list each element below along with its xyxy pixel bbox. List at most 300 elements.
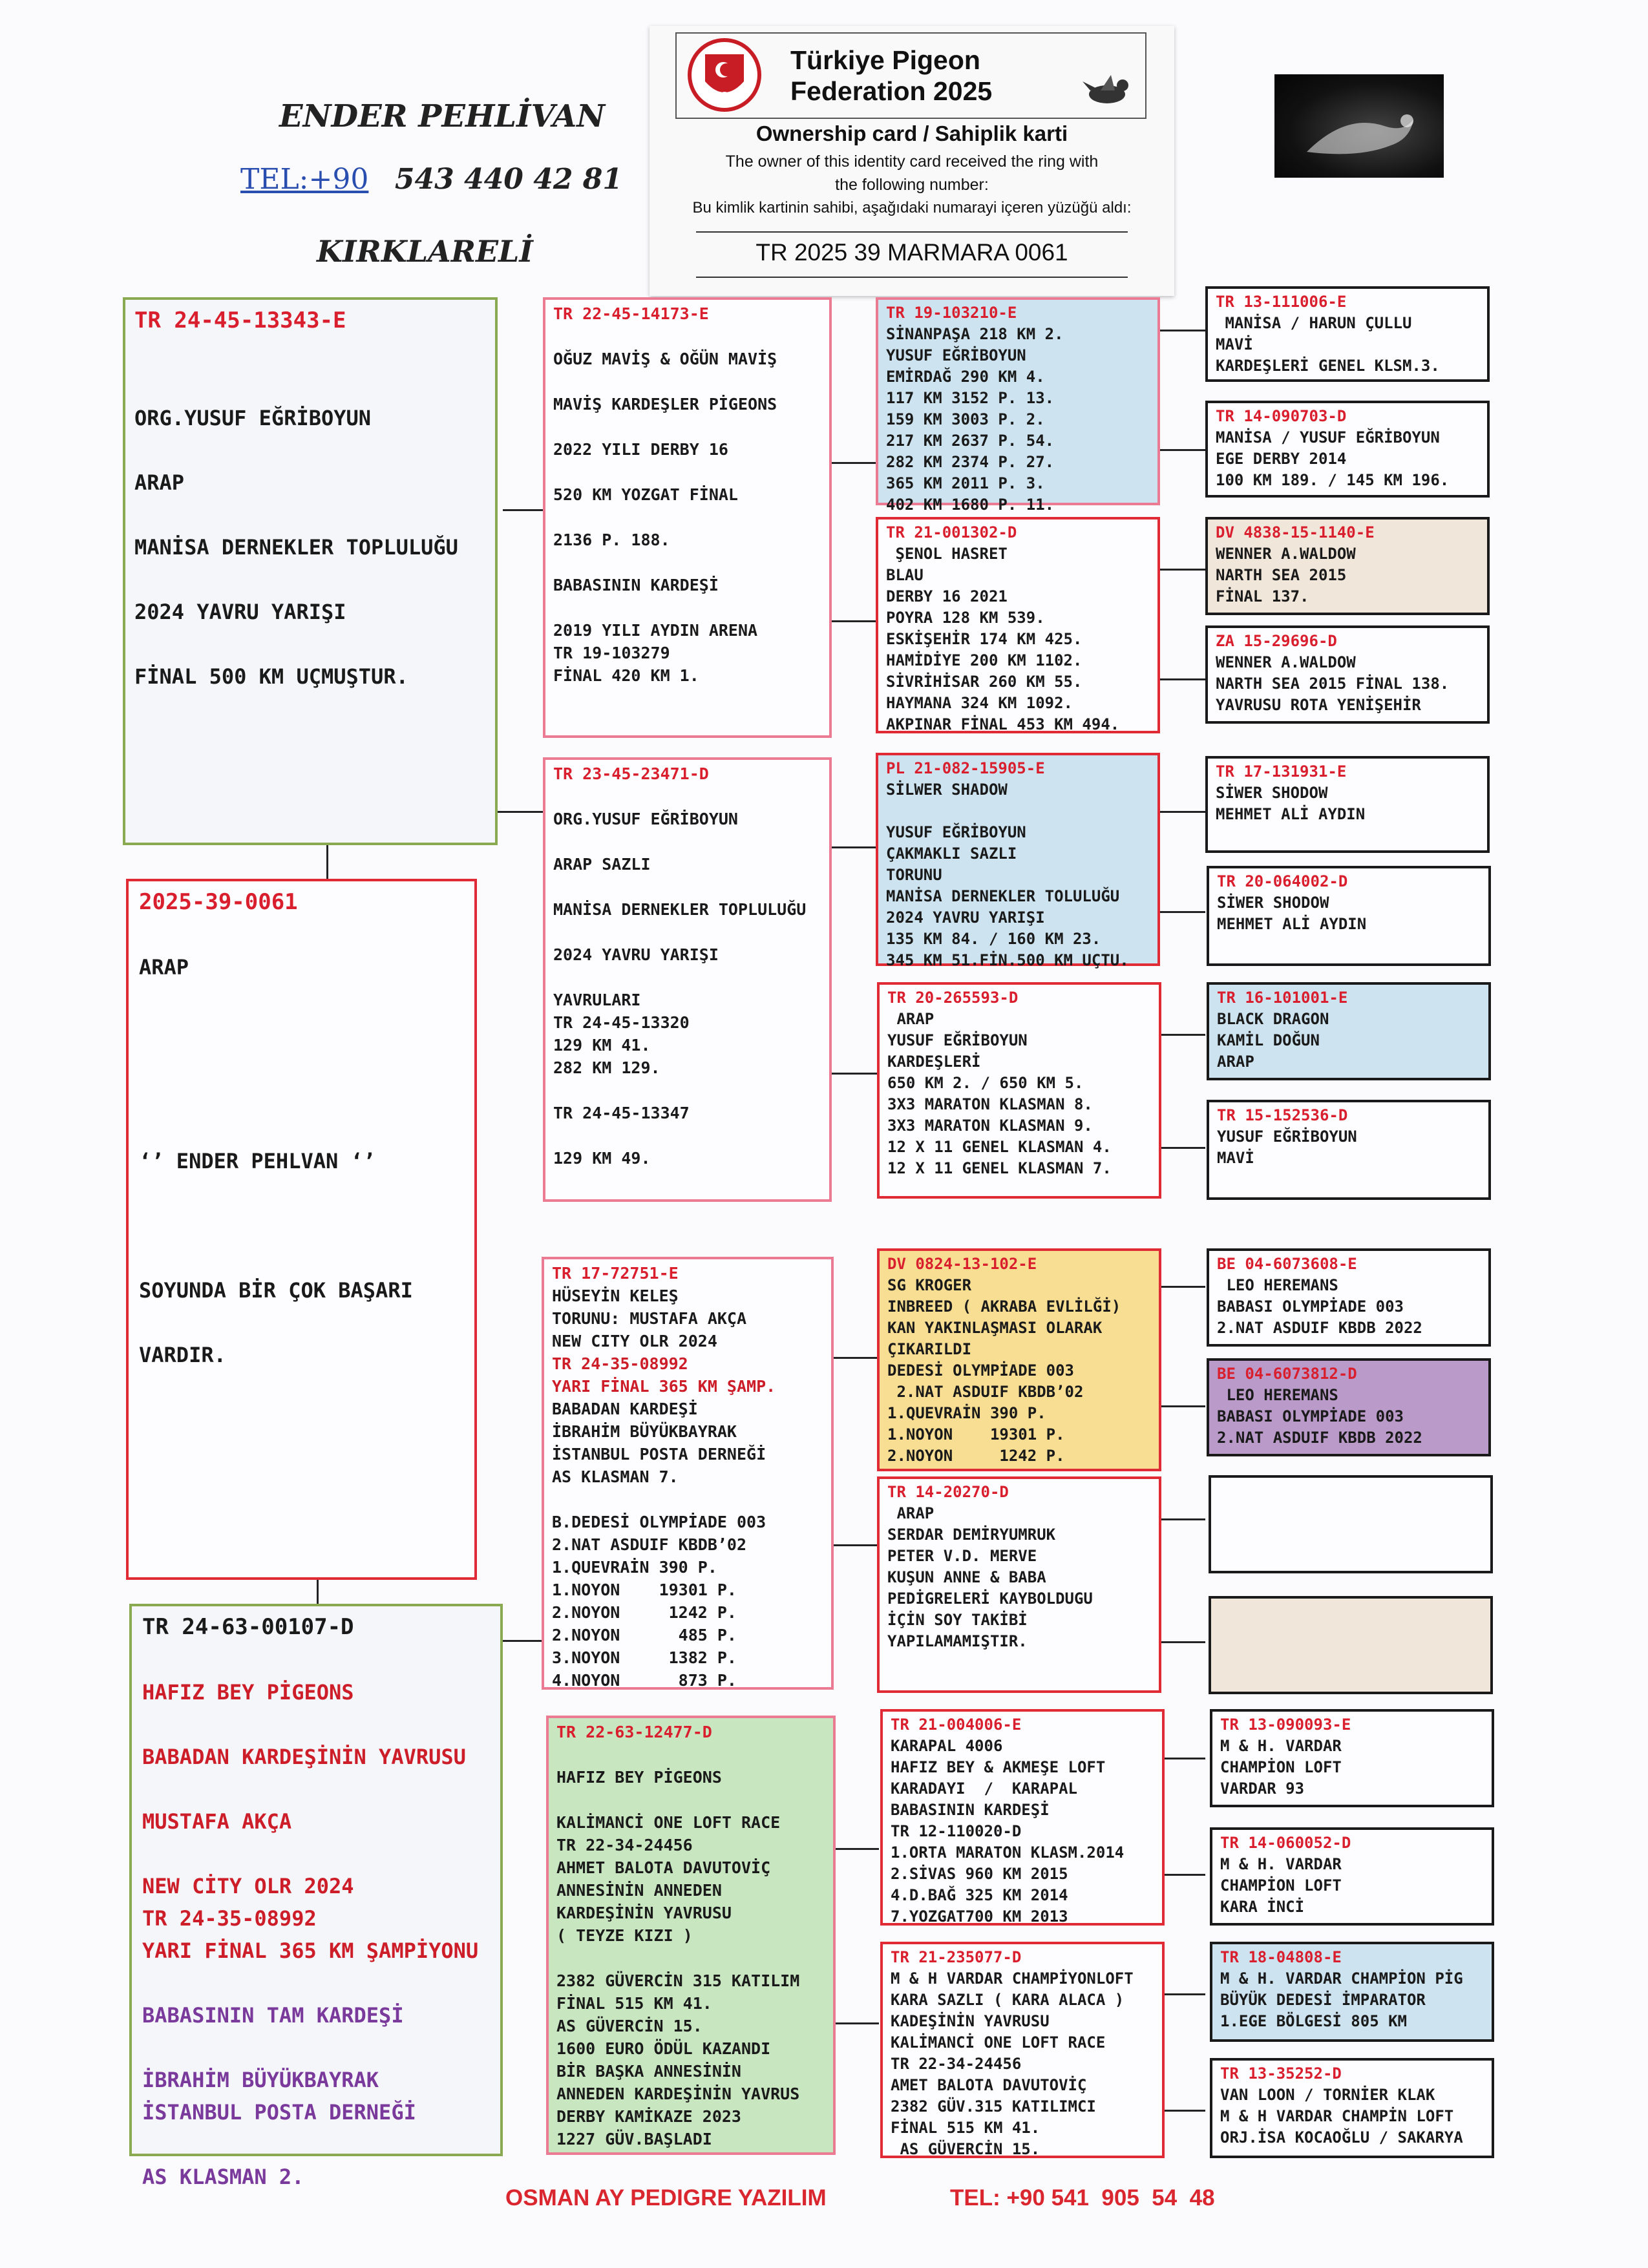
great-great-grandparent-box (1210, 1709, 1494, 1807)
great-great-grandparent-box (1210, 2058, 1494, 2158)
great-grandparent-detail-line: 365 KM 2011 P. 3. (886, 474, 1045, 492)
grandparent-detail-line (553, 1124, 821, 1147)
dam-detail-line: BABASININ TAM KARDEŞİ (142, 2003, 404, 2028)
great-grandparent-detail-line: YUSUF EĞRİBOYUN (887, 1031, 1028, 1049)
pigeon-photo (1274, 74, 1444, 178)
great-grandparent-detail-line: ARAP (887, 1504, 935, 1522)
subject-detail-line: ‘’ ENDER PEHLVAN ‘’ (139, 1149, 376, 1173)
great-great-grandparent-detail-line: FİNAL 137. (1216, 587, 1309, 605)
great-grandparent-ring: TR 21-235077-D (891, 1948, 1022, 1966)
grandparent-detail-line: AHMET BALOTA DAVUTOVİÇ (556, 1858, 771, 1877)
great-grandparent-detail-line: 4.D.BAĞ 325 KM 2014 (891, 1886, 1068, 1904)
grandparent-detail-line (553, 325, 821, 348)
grandparent-detail-line: TR 24-35-08992 (552, 1354, 688, 1373)
great-great-grandparent-ring: TR 13-35252-D (1220, 2064, 1342, 2083)
dam-detail-line (142, 1967, 490, 1999)
connector (1159, 2110, 1205, 2112)
connector (503, 509, 543, 511)
subject-ring: 2025-39-0061 (139, 889, 298, 915)
sire-detail-line (134, 434, 486, 467)
card-ring-number: TR 2025 39 MARMARA 0061 (755, 239, 1068, 266)
great-grandparent-ring: TR 14-20270-D (887, 1483, 1009, 1501)
grandparent-detail-line: BABADAN KARDEŞİ (552, 1400, 698, 1418)
connector (830, 1073, 879, 1075)
great-grandparent-box (876, 517, 1160, 733)
grandparent-detail-line: AS GÜVERCİN 15. (556, 2017, 703, 2035)
great-grandparent-ring: PL 21-082-15905-E (886, 759, 1045, 777)
dam-detail-line (142, 1708, 490, 1741)
great-grandparent-detail-line: KARADAYI / KARAPAL (891, 1780, 1077, 1798)
connector (830, 620, 879, 622)
grandparent-detail-line: TR 22-34-24456 (556, 1836, 693, 1854)
subject-detail-line: ARAP (139, 955, 189, 980)
grandparent-detail-line: 129 KM 49. (553, 1149, 651, 1168)
great-grandparent-detail-line: 7.YOZGAT700 KM 2013 (891, 1907, 1068, 1926)
great-grandparent-ring: TR 20-265593-D (887, 989, 1019, 1007)
great-grandparent-detail-line: HAMİDİYE 200 KM 1102. (886, 651, 1083, 669)
great-grandparent-detail-line: ÇAKMAKLI SAZLI (886, 845, 1017, 863)
great-great-grandparent-box (1205, 517, 1490, 615)
great-great-grandparent-ring (1219, 1480, 1483, 1502)
grandparent-detail-line (553, 461, 821, 483)
great-great-grandparent-box (1209, 1475, 1493, 1573)
grandparent-detail-line: 4.NOYON 873 P. (552, 1671, 737, 1690)
connector (1159, 1405, 1205, 1407)
great-great-grandparent-detail-line: M & H VARDAR CHAMPİN LOFT (1220, 2107, 1454, 2125)
great-grandparent-detail-line: SİLWER SHADOW (886, 781, 1008, 799)
great-great-grandparent-detail-line: BÜYÜK DEDESİ İMPARATOR (1220, 1991, 1426, 2009)
great-grandparent-detail-line: 402 KM 1680 P. 11. (886, 496, 1055, 514)
grandparent-detail-line: AS KLASMAN 7. (552, 1467, 679, 1486)
great-great-grandparent-detail-line: EGE DERBY 2014 (1216, 450, 1347, 468)
great-great-grandparent-ring: TR 15-152536-D (1217, 1106, 1348, 1124)
sire-box (123, 297, 498, 845)
subject-detail-line (139, 983, 464, 1016)
great-grandparent-detail-line: 345 KM 51.FİN.500 KM UÇTU. (886, 951, 1129, 969)
great-great-grandparent-detail-line: NARTH SEA 2015 (1216, 566, 1347, 584)
connector (498, 811, 543, 813)
great-grandparent-detail-line: ARAP (887, 1010, 935, 1028)
connector (1159, 1758, 1205, 1759)
great-grandparent-detail-line: KUŞUN ANNE & BABA (887, 1568, 1046, 1586)
grandparent-ring: TR 22-63-12477-D (556, 1723, 712, 1741)
breeder-name: ENDER PEHLİVAN (279, 98, 606, 134)
grandparent-detail-line: 1600 EURO ÖDÜL KAZANDI (556, 2039, 771, 2058)
great-grandparent-detail-line: 159 KM 3003 P. 2. (886, 410, 1045, 428)
grandparent-detail-line (556, 1789, 825, 1811)
grandparent-detail-line: 3.NOYON 1382 P. (552, 1648, 737, 1667)
sire-detail-line: 2024 YAVRU YARIŞI (134, 600, 346, 624)
grandparent-detail-line: ANNESİNİN ANNEDEN (556, 1881, 722, 1900)
grandparent-detail-line (553, 596, 821, 619)
great-great-grandparent-detail-line: LEO HEREMANS (1217, 1386, 1338, 1404)
connector (326, 843, 328, 879)
grandparent-detail-line: 2382 GÜVERCİN 315 KATILIM (556, 1971, 800, 1990)
dam-detail-line: İBRAHİM BÜYÜKBAYRAK (142, 2068, 379, 2092)
grandparent-detail-line (553, 830, 821, 853)
great-great-grandparent-detail-line: MANİSA / HARUN ÇULLU (1216, 314, 1412, 332)
grandparent-detail-line (553, 370, 821, 393)
grandparent-detail-line (553, 506, 821, 529)
great-grandparent-detail-line: 2024 YAVRU YARIŞI (886, 908, 1045, 927)
grandparent-detail-line: YARI FİNAL 365 KM ŞAMP. (552, 1377, 776, 1396)
great-great-grandparent-detail-line: YAVRUSU ROTA YENİŞEHİR (1216, 696, 1421, 714)
subject-detail-line (139, 1307, 464, 1339)
great-grandparent-box (877, 1476, 1161, 1693)
great-grandparent-detail-line: AS GÜVERCİN 15. (891, 2140, 1041, 2158)
great-grandparent-detail-line: HAYMANA 324 KM 1092. (886, 694, 1073, 712)
great-great-grandparent-detail-line: BLACK DRAGON (1217, 1010, 1329, 1028)
dam-detail-line (142, 2032, 490, 2064)
subject-detail-line: VARDIR. (139, 1343, 226, 1367)
great-great-grandparent-box (1209, 1596, 1493, 1694)
connector (830, 846, 879, 848)
great-grandparent-ring: TR 19-103210-E (886, 304, 1017, 322)
great-grandparent-detail-line: 217 KM 2637 P. 54. (886, 432, 1055, 450)
great-great-grandparent-ring (1219, 1601, 1483, 1622)
great-great-grandparent-detail-line: KARA İNCİ (1220, 1898, 1305, 1916)
great-grandparent-detail-line: POYRA 128 KM 539. (886, 609, 1045, 627)
great-grandparent-box (876, 753, 1160, 969)
grandparent-detail-line: OĞUZ MAVİŞ & OĞÜN MAVİŞ (553, 350, 777, 368)
great-great-grandparent-detail-line: WENNER A.WALDOW (1216, 653, 1356, 671)
great-grandparent-ring: DV 0824-13-102-E (887, 1255, 1037, 1273)
subject-details (139, 919, 464, 1371)
dam-detail-line: BABADAN KARDEŞİNİN YAVRUSU (142, 1745, 466, 1769)
great-great-grandparent-detail-line: MAVİ (1216, 335, 1253, 353)
sire-detail-line: FİNAL 500 KM UÇMUŞTUR. (134, 664, 408, 689)
great-great-grandparent-box (1207, 1100, 1491, 1200)
great-great-grandparent-detail-line: M & H. VARDAR CHAMPİON PİG (1220, 1969, 1463, 1988)
grandparent-detail-line: ANNEDEN KARDEŞİNİN YAVRUS (556, 2084, 800, 2103)
great-great-grandparent-detail-line: KAMİL DOĞUN (1217, 1031, 1320, 1049)
great-great-grandparent-box (1205, 756, 1490, 853)
subject-detail-line (139, 1048, 464, 1080)
ownership-card (650, 26, 1174, 296)
sire-detail-line (134, 499, 486, 531)
dam-detail-line: AS KLASMAN 2. (142, 2165, 304, 2189)
great-grandparent-detail-line: INBREED ( AKRABA EVLİLĞİ) (887, 1297, 1121, 1316)
great-grandparent-detail-line: ESKİŞEHİR 174 KM 425. (886, 630, 1083, 648)
grandparent-detail-line: ARAP SAZLI (553, 855, 651, 874)
grandparent-detail-line: ( TEYZE KIZI ) (556, 1926, 693, 1945)
dam-detail-line: İSTANBUL POSTA DERNEĞİ (142, 2100, 416, 2125)
great-great-grandparent-detail-line: NARTH SEA 2015 FİNAL 138. (1216, 675, 1450, 693)
dam-details (142, 1644, 490, 2193)
sire-detail-line (134, 628, 486, 660)
great-grandparent-detail-line: 1.NOYON 19301 P. (887, 1425, 1065, 1444)
great-great-grandparent-ring: TR 16-101001-E (1217, 989, 1348, 1007)
great-grandparent-detail-line: KARDEŞLERİ (887, 1053, 981, 1071)
subject-detail-line: SOYUNDA BİR ÇOK BAŞARI (139, 1278, 413, 1303)
grandparent-detail-line (552, 1488, 823, 1511)
great-great-grandparent-detail-line: ORJ.İSA KOCAOĞLU / SAKARYA (1220, 2128, 1463, 2147)
card-turkish-line: Bu kimlik kartinin sahibi, aşağıdaki numarayi içeren yüzüğü aldı: (692, 199, 1132, 216)
great-grandparent-detail-line: AKPINAR FİNAL 453 KM 494. (886, 715, 1120, 733)
federation-title-1: Türkiye Pigeon (790, 45, 980, 75)
great-grandparent-detail-line: SİVRİHİSAR 260 KM 55. (886, 673, 1083, 691)
pigeon-silhouette-icon (1274, 74, 1444, 178)
great-grandparent-detail-line: ŞENOL HASRET (886, 545, 1008, 563)
grandparent-detail-line: İSTANBUL POSTA DERNEĞİ (552, 1445, 766, 1464)
sire-detail-line: MANİSA DERNEKLER TOPLULUĞU (134, 535, 458, 560)
great-great-grandparent-box (1207, 982, 1491, 1080)
great-grandparent-detail-line: 3X3 MARATON KLASMAN 8. (887, 1095, 1093, 1113)
great-grandparent-detail-line: 12 X 11 GENEL KLASMAN 4. (887, 1138, 1112, 1156)
grandparent-detail-line: YAVRULARI (553, 991, 641, 1009)
great-grandparent-detail-line (886, 801, 1150, 822)
dam-detail-line (142, 1773, 490, 1805)
grandparent-detail-line: FİNAL 515 KM 41. (556, 1994, 712, 2013)
grandparent-detail-line: İBRAHİM BÜYÜKBAYRAK (552, 1422, 737, 1441)
great-grandparent-box (877, 1248, 1161, 1471)
great-grandparent-detail-line: 2382 GÜV.315 KATILIMCI (891, 2097, 1096, 2116)
sire-detail-line (134, 370, 486, 402)
dam-detail-line: NEW CİTY OLR 2024 (142, 1874, 354, 1898)
grandparent-detail-line: MAVİŞ KARDEŞLER PİGEONS (553, 395, 777, 414)
great-great-grandparent-ring: TR 14-090703-D (1216, 407, 1347, 425)
subject-detail-line (139, 1177, 464, 1210)
connector (1159, 911, 1205, 913)
great-grandparent-detail-line: 2.NAT ASDUIF KBDB’02 (887, 1383, 1084, 1401)
footer-phone: TEL: +90 541 905 54 48 (950, 2185, 1215, 2210)
grandparent-ring: TR 17-72751-E (552, 1264, 679, 1283)
great-great-grandparent-detail-line: 100 KM 189. / 145 KM 196. (1216, 471, 1450, 489)
great-grandparent-box (880, 1709, 1165, 1926)
grandparent-detail-line: BABASININ KARDEŞİ (553, 576, 719, 594)
great-great-grandparent-detail-line: 2.NAT ASDUIF KBDB 2022 (1217, 1429, 1422, 1447)
logo-text: TGF (715, 90, 734, 101)
grandparent-detail-line: 129 KM 41. (553, 1036, 651, 1055)
connector (830, 1848, 879, 1850)
grandparent-detail-line: TR 24-45-13320 (553, 1013, 690, 1032)
great-great-grandparent-ring: TR 13-090093-E (1220, 1716, 1351, 1734)
grandparent-detail-line: 2.NAT ASDUIF KBDB’02 (552, 1535, 747, 1554)
great-grandparent-detail-line: SG KROGER (887, 1276, 972, 1294)
grandparent-detail-line: FİNAL 420 KM 1. (553, 666, 699, 685)
great-grandparent-detail-line: SERDAR DEMİRYUMRUK (887, 1526, 1056, 1544)
connector (1159, 1993, 1205, 1995)
connector (1159, 811, 1205, 813)
grandparent-detail-line: MANİSA DERNEKLER TOPLULUĞU (553, 900, 807, 919)
grandparent-detail-line (553, 966, 821, 989)
grandparent-detail-line: NEW CITY OLR 2024 (552, 1332, 717, 1350)
pigeon-icon (1081, 71, 1133, 110)
great-great-grandparent-ring: DV 4838-15-1140-E (1216, 523, 1375, 541)
great-great-grandparent-detail-line: MANİSA / YUSUF EĞRİBOYUN (1216, 428, 1440, 446)
great-grandparent-detail-line: KAN YAKINLAŞMASI OLARAK (887, 1319, 1103, 1337)
subject-detail-line (139, 1113, 464, 1145)
great-grandparent-detail-line: 1.QUEVRAİN 390 P. (887, 1404, 1046, 1422)
grandparent-detail-line: ORG.YUSUF EĞRİBOYUN (553, 810, 738, 828)
grandparent-detail-line (553, 1079, 821, 1102)
great-grandparent-detail-line: YAPILAMAMIŞTIR. (887, 1632, 1028, 1650)
great-great-grandparent-ring: TR 14-060052-D (1220, 1834, 1351, 1852)
grandparent-box (546, 1716, 836, 2155)
connector (1159, 569, 1205, 571)
great-grandparent-detail-line: 12 X 11 GENEL KLASMAN 7. (887, 1159, 1112, 1177)
subject-detail-line (139, 1016, 464, 1048)
grandparent-ring: TR 22-45-14173-E (553, 304, 709, 323)
great-grandparent-detail-line: KADEŞİNİN YAVRUSU (891, 2012, 1050, 2030)
great-grandparent-detail-line: BLAU (886, 566, 924, 584)
connector (830, 462, 879, 464)
great-great-grandparent-ring: ZA 15-29696-D (1216, 632, 1337, 650)
great-grandparent-detail-line: FİNAL 515 KM 41. (891, 2119, 1041, 2137)
connector (1159, 1147, 1205, 1149)
great-great-grandparent-detail-line: BABASI OLYMPİADE 003 (1217, 1297, 1404, 1316)
great-grandparent-detail-line: KALİMANCİ ONE LOFT RACE (891, 2033, 1106, 2052)
great-grandparent-detail-line: 3X3 MARATON KLASMAN 9. (887, 1117, 1093, 1135)
connector (1159, 1518, 1205, 1520)
great-grandparent-detail-line: KARAPAL 4006 (891, 1737, 1003, 1755)
breeder-city: KIRKLARELİ (317, 234, 533, 269)
great-grandparent-detail-line: PEDİGRELERİ KAYBOLDUGU (887, 1590, 1093, 1608)
great-great-grandparent-box (1205, 625, 1490, 724)
great-great-grandparent-box (1205, 401, 1490, 498)
great-great-grandparent-detail-line: SİWER SHODOW (1216, 784, 1328, 802)
great-grandparent-detail-line: 135 KM 84. / 160 KM 23. (886, 930, 1101, 948)
phone-prefix-link[interactable]: TEL:+90 (240, 163, 369, 196)
connector (830, 2022, 879, 2024)
grandparent-detail-line: BİR BAŞKA ANNESİNİN (556, 2062, 741, 2081)
dam-detail-line (142, 1838, 490, 1870)
dam-detail-line (142, 1644, 490, 1676)
great-great-grandparent-detail-line: 2.NAT ASDUIF KBDB 2022 (1217, 1319, 1422, 1337)
grandparent-detail-line: HAFIZ BEY PİGEONS (556, 1768, 722, 1787)
sire-detail-line: ARAP (134, 470, 185, 495)
great-grandparent-detail-line: KARA SAZLI ( KARA ALACA ) (891, 1991, 1125, 2009)
grandparent-detail-line (553, 785, 821, 808)
great-great-grandparent-detail-line: CHAMPİON LOFT (1220, 1758, 1342, 1776)
subject-detail-line (139, 1210, 464, 1242)
connector (1159, 1286, 1205, 1288)
grandparent-detail-line: B.DEDESİ OLYMPİADE 003 (552, 1513, 766, 1531)
grandparent-detail-line: 2022 YILI DERBY 16 (553, 440, 728, 459)
federation-logo-icon (686, 36, 770, 114)
great-grandparent-detail-line: SİNANPAŞA 218 KM 2. (886, 325, 1064, 343)
card-subtitle: Ownership card / Sahiplik karti (755, 121, 1068, 145)
grandparent-ring: TR 23-45-23471-D (553, 764, 709, 783)
great-grandparent-detail-line: TORUNU (886, 866, 942, 884)
great-great-grandparent-detail-line: VAN LOON / TORNİER KLAK (1220, 2086, 1435, 2104)
great-grandparent-ring: TR 21-004006-E (891, 1716, 1022, 1734)
grandparent-detail-line (553, 551, 821, 574)
dam-box (129, 1604, 503, 2189)
grandparent-detail-line (553, 921, 821, 943)
great-grandparent-detail-line: EMİRDAĞ 290 KM 4. (886, 368, 1045, 386)
grandparent-detail-line: 2024 YAVRU YARIŞI (553, 945, 719, 964)
great-great-grandparent-ring: BE 04-6073608-E (1217, 1255, 1357, 1273)
great-great-grandparent-detail-line: MEHMET ALİ AYDIN (1217, 915, 1367, 933)
grandparent-detail-line: 1227 GÜV.BAŞLADI (556, 2130, 712, 2148)
sire-detail-line (134, 563, 486, 596)
dam-detail-line (142, 2128, 490, 2161)
grandparent-detail-line: TR 19-103279 (553, 644, 670, 662)
grandparent-detail-line: 2.NOYON 485 P. (552, 1626, 737, 1644)
sire-details (134, 337, 486, 693)
great-grandparent-detail-line: YUSUF EĞRİBOYUN (886, 346, 1026, 364)
great-great-grandparent-detail-line: ARAP (1217, 1053, 1254, 1071)
great-great-grandparent-detail-line: BABASI OLYMPİADE 003 (1217, 1407, 1404, 1425)
grandparent-detail-line: 2136 P. 188. (553, 530, 670, 549)
great-great-grandparent-box (1207, 1248, 1491, 1347)
great-grandparent-detail-line: M & H VARDAR CHAMPİYONLOFT (891, 1969, 1134, 1988)
great-great-grandparent-ring: TR 13-111006-E (1216, 293, 1347, 311)
great-grandparent-detail-line: BABASININ KARDEŞİ (891, 1801, 1050, 1819)
connector (1159, 678, 1205, 680)
grandparent-detail-line: DERBY KAMİKAZE 2023 (556, 2107, 741, 2126)
grandparent-detail-line (556, 1743, 825, 1766)
great-grandparent-box (877, 982, 1161, 1199)
grandparent-detail-line: 2.NOYON 1242 P. (552, 1603, 737, 1622)
grandparent-box (543, 297, 832, 738)
footer-software: OSMAN AY PEDIGRE YAZILIM (505, 2185, 827, 2210)
connector (1159, 1641, 1205, 1643)
grandparent-detail-line: TR 24-45-13347 (553, 1104, 690, 1122)
subject-detail-line (139, 919, 464, 951)
dam-detail-line: TR 24-35-08992 (142, 1906, 317, 1931)
grandparent-box (542, 1257, 834, 1690)
great-grandparent-detail-line: TR 12-110020-D (891, 1822, 1022, 1840)
great-great-grandparent-box (1210, 1827, 1494, 1926)
great-grandparent-detail-line: ÇIKARILDI (887, 1340, 972, 1358)
grandparent-detail-line: KALİMANCİ ONE LOFT RACE (556, 1813, 781, 1832)
great-grandparent-detail-line: 117 KM 3152 P. 13. (886, 389, 1055, 407)
great-great-grandparent-detail-line: YUSUF EĞRİBOYUN (1217, 1128, 1357, 1146)
card-divider-bottom (696, 277, 1128, 278)
great-great-grandparent-box (1210, 1942, 1494, 2042)
grandparent-detail-line (553, 876, 821, 898)
dam-ring: TR 24-63-00107-D (142, 1614, 354, 1640)
phone-number: 543 440 42 81 (394, 163, 622, 196)
great-grandparent-detail-line: AMET BALOTA DAVUTOVİÇ (891, 2076, 1087, 2094)
grandparent-detail-line: HÜSEYİN KELEŞ (552, 1286, 679, 1305)
grandparent-detail-line: TORUNU: MUSTAFA AKÇA (552, 1309, 747, 1328)
great-grandparent-detail-line: 2.NOYON 1242 P. (887, 1447, 1065, 1465)
great-great-grandparent-detail-line: WENNER A.WALDOW (1216, 545, 1356, 563)
great-great-grandparent-detail-line: SİWER SHODOW (1217, 894, 1329, 912)
great-grandparent-detail-line: 2.SİVAS 960 KM 2015 (891, 1865, 1068, 1883)
great-grandparent-detail-line: MANİSA DERNEKLER TOLULUĞU (886, 887, 1120, 905)
connector (1159, 449, 1205, 451)
great-great-grandparent-detail-line: 1.EGE BÖLGESİ 805 KM (1220, 2012, 1407, 2030)
great-great-grandparent-box (1207, 1358, 1491, 1456)
sire-ring: TR 24-45-13343-E (134, 308, 346, 333)
connector (1159, 1034, 1205, 1036)
great-great-grandparent-ring: TR 20-064002-D (1217, 872, 1348, 890)
subject-detail-line (139, 1242, 464, 1274)
great-great-grandparent-detail-line: VARDAR 93 (1220, 1780, 1305, 1798)
great-grandparent-detail-line: TR 22-34-24456 (891, 2055, 1022, 2073)
great-great-grandparent-detail-line: M & H. VARDAR (1220, 1737, 1342, 1755)
dam-detail-line: YARI FİNAL 365 KM ŞAMPİYONU (142, 1938, 479, 1963)
federation-title-2: Federation 2025 (790, 76, 993, 106)
grandparent-detail-line: 520 KM YOZGAT FİNAL (553, 485, 738, 504)
great-great-grandparent-detail-line: MEHMET ALİ AYDIN (1216, 805, 1366, 823)
card-english-line-2: the following number: (835, 176, 989, 194)
great-grandparent-detail-line: HAFIZ BEY & AKMEŞE LOFT (891, 1758, 1106, 1776)
great-great-grandparent-ring: TR 17-131931-E (1216, 762, 1347, 781)
great-grandparent-detail-line: DEDESİ OLYMPİADE 003 (887, 1361, 1074, 1380)
great-grandparent-detail-line: 650 KM 2. / 650 KM 5. (887, 1074, 1084, 1092)
grandparent-detail-line (553, 415, 821, 438)
great-great-grandparent-detail-line: LEO HEREMANS (1217, 1276, 1338, 1294)
connector (1159, 1874, 1205, 1876)
great-great-grandparent-ring: BE 04-6073812-D (1217, 1365, 1357, 1383)
dam-detail-line: HAFIZ BEY PİGEONS (142, 1680, 354, 1705)
grandparent-detail-line: KARDEŞİNİN YAVRUSU (556, 1904, 732, 1922)
